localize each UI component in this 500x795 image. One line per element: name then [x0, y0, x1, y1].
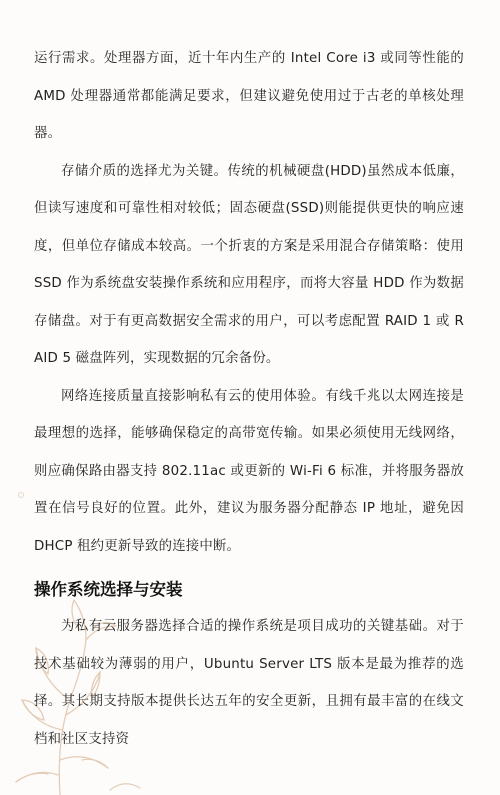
bottom-paragraphs	[34, 608, 464, 758]
top-paragraphs	[34, 40, 464, 565]
paragraph: 网络连接质量直接影响私有云的使用体验。有线千兆以太网连接是最理想的选择，能够确保稳定的高带宽传输。如果必须使用无线网络，则应确保路由器支持 802.11ac 或更新的 Wi-Fi 6 标准，并将服务器放置在信号良好的位置。此外，建议为服务器分配静态 IP 地址，避免因 DHCP 租约更新导致的连接中断。	[34, 388, 464, 554]
section-heading: 操作系统选择与安装	[34, 580, 183, 599]
paragraph: 为私有云服务器选择合适的操作系统是项目成功的关键基础。对于技术基础较为薄弱的用户，Ubuntu Server LTS 版本是最为推荐的选择。其长期支持版本提供长达五年的安全更新，且拥有最丰富的在线文档和社区支持资	[34, 619, 464, 747]
body-text	[34, 40, 464, 758]
paragraph: 存储介质的选择尤为关键。传统的机械硬盘(HDD)虽然成本低廉，但读写速度和可靠性相对较低；固态硬盘(SSD)则能提供更快的响应速度，但单位存储成本较高。一个折衷的方案是采用混合存储策略：使用 SSD 作为系统盘安装操作系统和应用程序，而将大容量 HDD 作为数据存储盘。对于有更高数据安全需求的用户，可以考虑配置 RAID 1 或 RAID 5 磁盘阵列，实现数据的冗余备份。	[34, 163, 464, 366]
decorative-dot	[18, 492, 24, 498]
paragraph: 运行需求。处理器方面，近十年内生产的 Intel Core i3 或同等性能的 AMD 处理器通常都能满足要求，但建议避免使用过于古老的单核处理器。	[34, 51, 464, 141]
